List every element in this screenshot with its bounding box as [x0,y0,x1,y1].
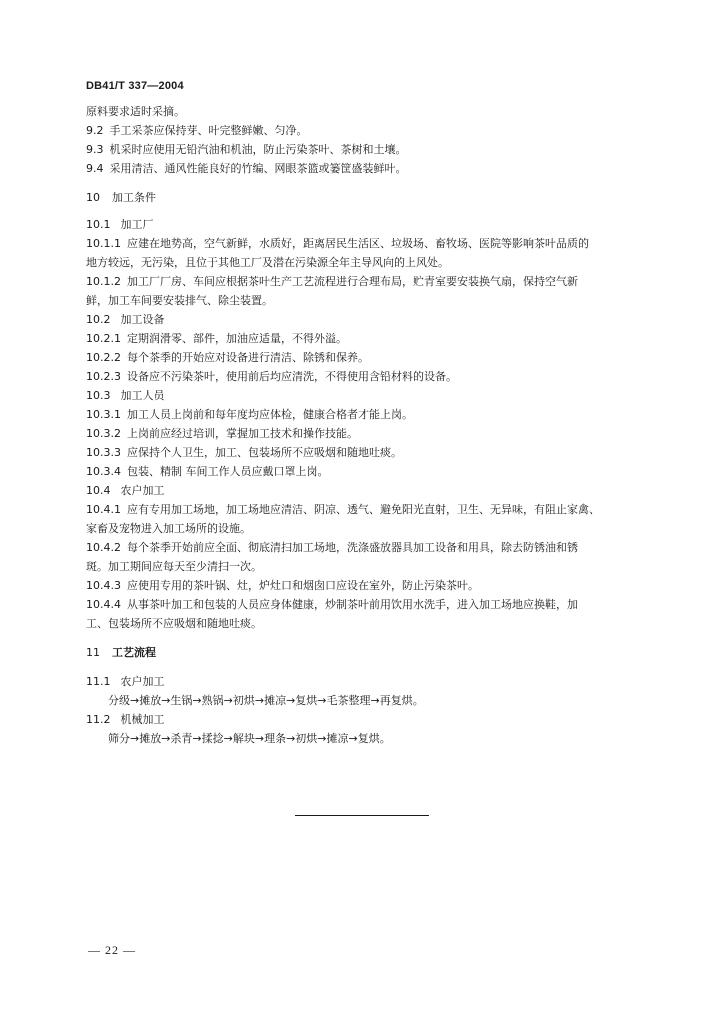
clause-number: 9.2 [86,124,104,137]
clause-number: 9.3 [86,143,104,156]
clause-text: 机采时应使用无铅汽油和机油，防止污染茶叶、茶树和土壤。 [109,143,407,156]
clause-10-2-1 [86,329,646,348]
clause-text: 上岗前应经过培训，掌握加工技术和操作技能。 [127,427,358,440]
clause-number: 10.1.2 [86,275,121,288]
clause-10-1-1 [86,234,646,253]
end-rule [295,815,429,816]
clause-number: 10.4.1 [86,503,121,516]
process-flow-text: 分级→摊放→生锅→熟锅→初烘→摊凉→复烘→毛茶整理→再复烘。 [108,694,424,707]
clause-11-1 [86,672,646,691]
clause-number: 10.2 [86,313,111,326]
clause-10-2-3 [86,367,646,386]
process-flow [86,691,646,710]
clause-10-1 [86,215,646,234]
clause-10-3-3 [86,443,646,462]
clause-number: 10.1.1 [86,237,121,250]
clause-text: 手工采茶应保持芽、叶完整鲜嫩、匀净。 [109,124,308,137]
clause-10-2-2 [86,348,646,367]
clause-text: 应使用专用的茶叶锅、灶，炉灶口和烟囱口应设在室外，防止污染茶叶。 [127,579,479,592]
clause-text: 采用清洁、通风性能良好的竹编、网眼茶篮或篓筐盛装鲜叶。 [109,162,407,175]
clause-9-3 [86,140,646,159]
clause-number: 11.1 [86,675,111,688]
clause-number: 10.2.2 [86,351,121,364]
clause-text: 定期润滑零、部件，加油应适量，不得外溢。 [127,332,347,345]
clause-10-3-1 [86,405,646,424]
section-number: 11 [86,646,100,659]
section-heading-11 [86,643,646,662]
clause-10-4-1 [86,500,646,519]
clause-number: 10.3.4 [86,465,121,478]
clause-title: 农户加工 [120,484,165,497]
clause-number: 10.3.1 [86,408,121,421]
clause-text: 加工人员上岗前和每年度均应体检，健康合格者才能上岗。 [127,408,413,421]
clause-number: 10.3 [86,389,111,402]
clause-continuation: 斑。加工期间应每天至少清扫一次。 [86,560,262,573]
clause-continuation: 工、包装场所不应吸烟和随地吐痰。 [86,617,262,630]
clause-text: 加工厂厂房、车间应根据茶叶生产工艺流程进行合理布局，贮青室要安装换气扇，保持空气新 [127,275,578,288]
clause-title: 农户加工 [120,675,165,688]
clause-number: 10.3.3 [86,446,121,459]
clause-title: 加工人员 [120,389,165,402]
process-flow-text: 筛分→摊放→杀青→揉捻→解块→理条→初烘→摊凉→复烘。 [108,732,391,745]
clause-10-2 [86,310,646,329]
clause-number: 10.4.4 [86,598,121,611]
clause-continuation: 地方较远，无污染，且位于其他工厂及潜在污染源全年主导风向的上风处。 [86,256,449,269]
paragraph: 原料要求适时采摘。 [86,105,185,118]
section-title: 加工条件 [112,191,156,204]
clause-text: 从事茶叶加工和包装的人员应身体健康，炒制茶叶前用饮用水洗手，进入加工场地应换鞋，加 [127,598,578,611]
clause-number: 10.1 [86,218,111,231]
clause-number: 10.2.1 [86,332,121,345]
clause-10-4-2 [86,538,646,557]
clause-continuation: 家畜及宠物进入加工场所的设施。 [86,522,251,535]
clause-title: 加工设备 [120,313,165,326]
clause-10-3-4 [86,462,646,481]
clause-text: 应保持个人卫生，加工、包装场所不应吸烟和随地吐痰。 [127,446,402,459]
clause-continuation: 鲜，加工车间要安装排气、除尘装置。 [86,294,273,307]
clause-number: 10.3.2 [86,427,121,440]
clause-10-1-2 [86,272,646,291]
clause-text: 每个茶季开始前应全面、彻底清扫加工场地，洗涤盛放器具加工设备和用具，除去防锈油和锈 [127,541,578,554]
clause-10-4-4 [86,595,646,614]
clause-number: 10.4 [86,484,111,497]
clause-text: 设备应不污染茶叶，使用前后均应清洗，不得使用含铅材料的设备。 [127,370,457,383]
document-body [86,102,646,748]
clause-9-2 [86,121,646,140]
clause-text: 应有专用加工场地，加工场地应清洁、阴凉、透气、避免阳光直射，卫生、无异味，有阻止家禽、 [127,503,600,516]
clause-number: 10.4.2 [86,541,121,554]
clause-10-4-3 [86,576,646,595]
clause-title: 加工厂 [120,218,154,231]
clause-text: 每个茶季的开始应对设备进行清洁、除锈和保养。 [127,351,369,364]
clause-number: 11.2 [86,713,111,726]
clause-number: 10.4.3 [86,579,121,592]
standard-code: DB41/T 337—2004 [86,80,184,92]
clause-11-2 [86,710,646,729]
page-number: — 22 — [88,943,136,957]
clause-number: 10.2.3 [86,370,121,383]
clause-title: 机械加工 [120,713,165,726]
clause-10-3 [86,386,646,405]
clause-text: 包装、精制 车间工作人员应戴口罩上岗。 [127,465,329,478]
clause-10-3-2 [86,424,646,443]
clause-10-4 [86,481,646,500]
clause-number: 9.4 [86,162,104,175]
clause-text: 应建在地势高，空气新鲜，水质好，距离居民生活区、垃圾场、畜牧场、医院等影响茶叶品质的 [127,237,589,250]
section-number: 10 [86,191,100,204]
clause-9-4 [86,159,646,178]
process-flow [86,729,646,748]
section-title: 工艺流程 [112,646,156,659]
section-heading-10 [86,188,646,207]
